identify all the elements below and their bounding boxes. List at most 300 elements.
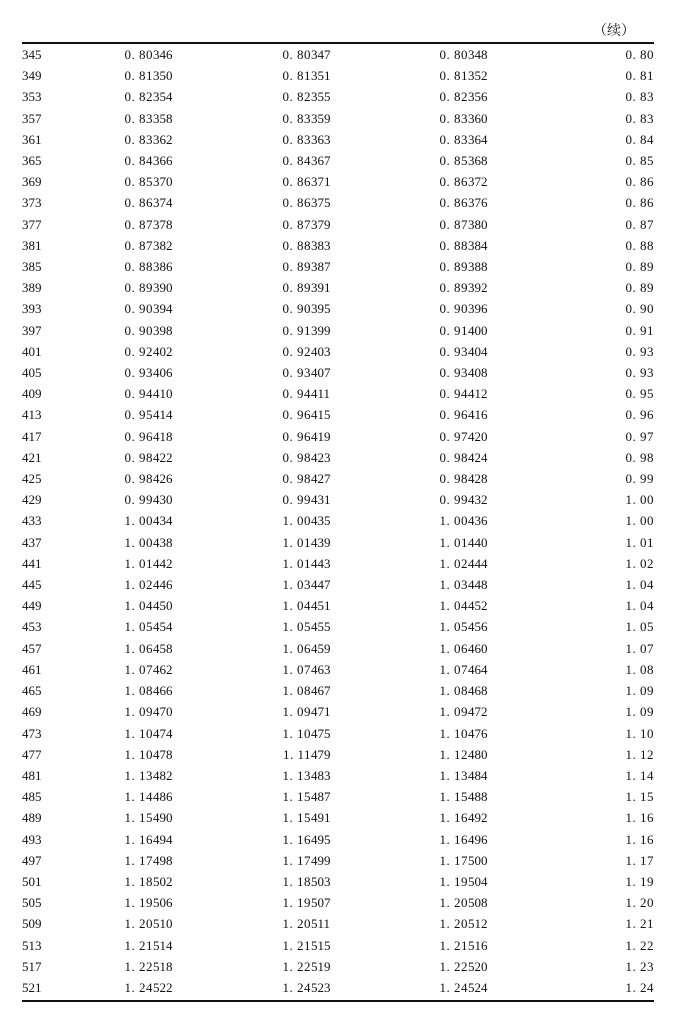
value-cell: 0. 93 (439, 343, 468, 359)
value-cell: 0. 87 (124, 237, 153, 253)
value-cell: 1. 18 (282, 873, 311, 889)
row-number-cell: 511 (311, 916, 331, 932)
row-number-cell: 361 (22, 131, 42, 147)
row-number-cell: 447 (311, 577, 331, 593)
value-cell: 1. 02 (625, 555, 654, 571)
value-cell: 1. 04 (124, 598, 153, 614)
row-number-cell: 487 (311, 789, 331, 805)
row-number-cell: 465 (22, 683, 42, 699)
value-cell: 0. 89 (625, 280, 654, 296)
row-number-cell: 469 (22, 704, 42, 720)
row-number-cell: 396 (468, 301, 488, 317)
value-cell: 1. 09 (282, 704, 311, 720)
value-cell: 1. 10 (625, 725, 654, 741)
value-cell: 1. 04 (625, 577, 654, 593)
row-number-cell: 353 (22, 89, 42, 105)
value-cell: 0. 83 (124, 110, 153, 126)
table-row (22, 108, 654, 129)
value-cell: 0. 99 (625, 471, 654, 487)
value-cell: 1. 06 (124, 640, 153, 656)
value-cell: 0. 87 (625, 216, 654, 232)
table-row (22, 129, 654, 150)
row-number-cell: 362 (153, 131, 173, 147)
value-cell: 0. 96 (625, 407, 654, 423)
value-cell: 0. 88 (124, 259, 153, 275)
value-cell: 0. 90 (439, 301, 468, 317)
row-number-cell: 451 (311, 598, 331, 614)
row-number-cell: 400 (468, 322, 488, 338)
row-number-cell: 360 (468, 110, 488, 126)
value-cell: 0. 80 (439, 47, 468, 62)
value-cell: 1. 00 (625, 513, 654, 529)
row-number-cell: 378 (153, 216, 173, 232)
value-cell: 0. 90 (124, 301, 153, 317)
row-number-cell: 385 (22, 259, 42, 275)
value-cell: 1. 08 (282, 683, 311, 699)
value-cell: 1. 18 (124, 873, 153, 889)
row-number-cell: 446 (153, 577, 173, 593)
row-number-cell: 373 (22, 195, 42, 211)
row-number-cell: 474 (153, 725, 173, 741)
row-number-cell: 494 (153, 831, 173, 847)
row-number-cell: 491 (311, 810, 331, 826)
value-cell: 0. 83 (439, 110, 468, 126)
row-number-cell: 457 (22, 640, 42, 656)
value-cell: 1. 10 (439, 725, 468, 741)
row-number-cell: 364 (468, 131, 488, 147)
value-cell: 1. 11 (282, 746, 311, 762)
table-row (22, 638, 654, 659)
row-number-cell: 428 (468, 471, 488, 487)
row-number-cell: 377 (22, 216, 42, 232)
row-number-cell: 430 (153, 492, 173, 508)
value-cell: 0. 86 (439, 174, 468, 190)
row-number-cell: 389 (22, 280, 42, 296)
value-cell: 0. 88 (439, 237, 468, 253)
row-number-cell: 518 (153, 958, 173, 974)
row-number-cell: 477 (22, 746, 42, 762)
row-number-cell: 440 (468, 534, 488, 550)
value-cell: 0. 97 (625, 428, 654, 444)
value-cell: 1. 22 (625, 937, 654, 953)
row-number-cell: 422 (153, 449, 173, 465)
row-number-cell: 435 (311, 513, 331, 529)
row-number-cell: 519 (311, 958, 331, 974)
value-cell: 0. 90 (625, 301, 654, 317)
row-number-cell: 497 (22, 852, 42, 868)
value-cell: 0. 94 (439, 386, 468, 402)
row-number-cell: 390 (153, 280, 173, 296)
value-cell: 1. 12 (439, 746, 468, 762)
value-cell: 1. 09 (124, 704, 153, 720)
row-number-cell: 503 (311, 873, 331, 889)
row-number-cell: 486 (153, 789, 173, 805)
row-number-cell: 415 (311, 407, 331, 423)
row-number-cell: 441 (22, 555, 42, 571)
row-number-cell: 520 (468, 958, 488, 974)
value-cell: 0. 93 (282, 365, 311, 381)
row-number-cell: 419 (311, 428, 331, 444)
value-cell: 1. 22 (124, 958, 153, 974)
row-number-cell: 490 (153, 810, 173, 826)
value-cell: 1. 15 (625, 789, 654, 805)
row-number-cell: 363 (311, 131, 331, 147)
value-cell: 0. 86 (124, 195, 153, 211)
row-number-cell: 506 (153, 895, 173, 911)
value-cell: 0. 83 (625, 89, 654, 105)
value-cell: 1. 04 (439, 598, 468, 614)
row-number-cell: 471 (311, 704, 331, 720)
row-number-cell: 460 (468, 640, 488, 656)
value-cell: 1. 21 (439, 937, 468, 953)
value-cell: 0. 80 (625, 47, 654, 62)
value-cell: 0. 86 (282, 195, 311, 211)
row-number-cell: 454 (153, 619, 173, 635)
value-cell: 1. 01 (124, 555, 153, 571)
value-cell: 1. 00 (439, 513, 468, 529)
value-cell: 1. 05 (439, 619, 468, 635)
row-number-cell: 489 (22, 810, 42, 826)
row-number-cell: 476 (468, 725, 488, 741)
value-cell: 1. 13 (439, 767, 468, 783)
value-cell: 1. 16 (439, 810, 468, 826)
value-cell: 0. 83 (282, 110, 311, 126)
value-cell: 1. 15 (439, 789, 468, 805)
row-number-cell: 442 (153, 555, 173, 571)
value-cell: 0. 83 (439, 131, 468, 147)
row-number-cell: 372 (468, 174, 488, 190)
value-cell: 1. 00 (124, 534, 153, 550)
table-row (22, 871, 654, 892)
value-cell: 1. 04 (282, 598, 311, 614)
row-number-cell: 357 (22, 110, 42, 126)
table-row (22, 595, 654, 616)
value-cell: 1. 00 (282, 513, 311, 529)
row-number-cell: 504 (468, 873, 488, 889)
row-number-cell: 468 (468, 683, 488, 699)
value-cell: 0. 91 (282, 322, 311, 338)
row-number-cell: 499 (311, 852, 331, 868)
row-number-cell: 498 (153, 852, 173, 868)
row-number-cell: 483 (311, 767, 331, 783)
table-row (22, 362, 654, 383)
row-number-cell: 421 (22, 449, 42, 465)
row-number-cell: 439 (311, 534, 331, 550)
row-number-cell: 437 (22, 534, 42, 550)
row-number-cell: 351 (311, 68, 331, 84)
table-row (22, 489, 654, 510)
row-number-cell: 473 (22, 725, 42, 741)
value-cell: 1. 13 (282, 767, 311, 783)
value-cell: 0. 85 (625, 153, 654, 169)
value-cell: 1. 12 (625, 746, 654, 762)
row-number-cell: 369 (22, 174, 42, 190)
table-row (22, 892, 654, 913)
row-number-cell: 480 (468, 746, 488, 762)
row-number-cell: 392 (468, 280, 488, 296)
table-row (22, 935, 654, 956)
value-cell: 0. 98 (625, 449, 654, 465)
row-number-cell: 349 (22, 68, 42, 84)
row-number-cell: 417 (22, 428, 42, 444)
value-cell: 1. 21 (124, 937, 153, 953)
value-cell: 1. 07 (282, 661, 311, 677)
table-body (22, 44, 654, 998)
table-row (22, 510, 654, 531)
row-number-cell: 495 (311, 831, 331, 847)
value-cell: 0. 98 (439, 449, 468, 465)
row-number-cell: 409 (22, 386, 42, 402)
row-number-cell: 479 (311, 746, 331, 762)
row-number-cell: 453 (22, 619, 42, 635)
value-cell: 1. 07 (625, 640, 654, 656)
table-row (22, 171, 654, 192)
row-number-cell: 356 (468, 89, 488, 105)
row-number-cell: 456 (468, 619, 488, 635)
row-number-cell: 515 (311, 937, 331, 953)
row-number-cell: 386 (153, 259, 173, 275)
value-cell: 0. 91 (439, 322, 468, 338)
value-cell: 1. 03 (282, 577, 311, 593)
table-row (22, 829, 654, 850)
row-number-cell: 502 (153, 873, 173, 889)
row-number-cell: 524 (468, 979, 488, 995)
row-number-cell: 500 (468, 852, 488, 868)
value-cell: 1. 01 (282, 534, 311, 550)
value-cell: 1. 10 (282, 725, 311, 741)
row-number-cell: 395 (311, 301, 331, 317)
value-cell: 1. 04 (625, 598, 654, 614)
value-cell: 1. 08 (124, 683, 153, 699)
table-row (22, 150, 654, 171)
value-cell: 1. 07 (124, 661, 153, 677)
value-cell: 1. 16 (124, 831, 153, 847)
row-number-cell: 455 (311, 619, 331, 635)
table-row (22, 320, 654, 341)
value-cell: 0. 94 (282, 386, 311, 402)
value-cell: 1. 09 (439, 704, 468, 720)
row-number-cell: 496 (468, 831, 488, 847)
value-cell: 0. 93 (625, 365, 654, 381)
table-row (22, 65, 654, 86)
value-cell: 0. 93 (625, 343, 654, 359)
row-number-cell: 401 (22, 343, 42, 359)
row-number-cell: 405 (22, 365, 42, 381)
value-cell: 0. 97 (439, 428, 468, 444)
value-cell: 0. 81 (124, 68, 153, 84)
value-cell: 1. 00 (625, 492, 654, 508)
value-cell: 1. 23 (625, 958, 654, 974)
value-cell: 1. 21 (282, 937, 311, 953)
row-number-cell: 436 (468, 513, 488, 529)
value-cell: 1. 24 (282, 979, 311, 995)
value-cell: 1. 22 (282, 958, 311, 974)
value-cell: 1. 20 (439, 916, 468, 932)
row-number-cell: 505 (22, 895, 42, 911)
row-number-cell: 448 (468, 577, 488, 593)
table-row (22, 680, 654, 701)
value-cell: 1. 20 (282, 916, 311, 932)
row-number-cell: 484 (468, 767, 488, 783)
row-number-cell: 507 (311, 895, 331, 911)
table-row (22, 659, 654, 680)
value-cell: 0. 90 (124, 322, 153, 338)
table-row (22, 404, 654, 425)
value-cell: 0. 89 (282, 280, 311, 296)
value-cell: 0. 94 (124, 386, 153, 402)
value-cell: 0. 86 (625, 174, 654, 190)
data-table (22, 44, 654, 998)
value-cell: 0. 98 (282, 449, 311, 465)
row-number-cell: 485 (22, 789, 42, 805)
value-cell: 1. 13 (124, 767, 153, 783)
row-number-cell: 413 (22, 407, 42, 423)
row-number-cell: 412 (468, 386, 488, 402)
value-cell: 0. 99 (282, 492, 311, 508)
row-number-cell: 393 (22, 301, 42, 317)
row-number-cell: 407 (311, 365, 331, 381)
row-number-cell: 367 (311, 153, 331, 169)
row-number-cell: 514 (153, 937, 173, 953)
value-cell: 1. 16 (282, 831, 311, 847)
value-cell: 1. 22 (439, 958, 468, 974)
value-cell: 0. 80 (124, 47, 153, 62)
value-cell: 0. 91 (625, 322, 654, 338)
value-cell: 1. 08 (625, 661, 654, 677)
value-cell: 0. 89 (124, 280, 153, 296)
value-cell: 0. 86 (625, 195, 654, 211)
row-number-cell: 402 (153, 343, 173, 359)
value-cell: 0. 84 (124, 153, 153, 169)
row-number-cell: 434 (153, 513, 173, 529)
value-cell: 1. 15 (282, 789, 311, 805)
value-cell: 0. 86 (282, 174, 311, 190)
row-number-cell: 408 (468, 365, 488, 381)
row-number-cell: 406 (153, 365, 173, 381)
row-number-cell: 461 (22, 661, 42, 677)
value-cell: 1. 09 (625, 704, 654, 720)
value-cell: 0. 80 (282, 47, 311, 62)
row-number-cell: 510 (153, 916, 173, 932)
row-number-cell: 418 (153, 428, 173, 444)
table-row (22, 298, 654, 319)
row-number-cell: 388 (468, 259, 488, 275)
value-cell: 1. 16 (625, 810, 654, 826)
row-number-cell: 492 (468, 810, 488, 826)
value-cell: 1. 05 (124, 619, 153, 635)
row-number-cell: 521 (22, 979, 42, 995)
row-number-cell: 462 (153, 661, 173, 677)
value-cell: 1. 06 (282, 640, 311, 656)
row-number-cell: 382 (153, 237, 173, 253)
row-number-cell: 355 (311, 89, 331, 105)
value-cell: 0. 99 (439, 492, 468, 508)
row-number-cell: 452 (468, 598, 488, 614)
value-cell: 0. 96 (439, 407, 468, 423)
row-number-cell: 380 (468, 216, 488, 232)
row-number-cell: 354 (153, 89, 173, 105)
value-cell: 0. 96 (282, 428, 311, 444)
row-number-cell: 394 (153, 301, 173, 317)
table-row (22, 192, 654, 213)
value-cell: 0. 88 (282, 237, 311, 253)
row-number-cell: 358 (153, 110, 173, 126)
table-row (22, 786, 654, 807)
value-cell: 1. 02 (124, 577, 153, 593)
row-number-cell: 381 (22, 237, 42, 253)
value-cell: 1. 24 (124, 979, 153, 995)
row-number-cell: 466 (153, 683, 173, 699)
table-row (22, 214, 654, 235)
value-cell: 0. 92 (124, 343, 153, 359)
value-cell: 1. 24 (625, 979, 654, 995)
value-cell: 1. 19 (439, 873, 468, 889)
row-number-cell: 424 (468, 449, 488, 465)
value-cell: 0. 95 (625, 386, 654, 402)
value-cell: 1. 14 (124, 789, 153, 805)
row-number-cell: 383 (311, 237, 331, 253)
value-cell: 1. 24 (439, 979, 468, 995)
row-number-cell: 478 (153, 746, 173, 762)
row-number-cell: 347 (311, 47, 331, 62)
table-row (22, 744, 654, 765)
row-number-cell: 375 (311, 195, 331, 211)
value-cell: 0. 85 (439, 153, 468, 169)
value-cell: 1. 16 (439, 831, 468, 847)
row-number-cell: 472 (468, 704, 488, 720)
row-number-cell: 345 (22, 47, 42, 62)
value-cell: 0. 83 (124, 131, 153, 147)
table-row (22, 977, 654, 998)
row-number-cell: 470 (153, 704, 173, 720)
table-row (22, 956, 654, 977)
value-cell: 0. 98 (282, 471, 311, 487)
row-number-cell: 420 (468, 428, 488, 444)
row-number-cell: 410 (153, 386, 173, 402)
value-cell: 0. 96 (124, 428, 153, 444)
value-cell: 1. 17 (124, 852, 153, 868)
value-cell: 1. 16 (625, 831, 654, 847)
table-bottom-rule (22, 1000, 654, 1002)
value-cell: 0. 98 (124, 449, 153, 465)
value-cell: 1. 02 (439, 555, 468, 571)
row-number-cell: 433 (22, 513, 42, 529)
row-number-cell: 488 (468, 789, 488, 805)
row-number-cell: 426 (153, 471, 173, 487)
table-row (22, 447, 654, 468)
value-cell: 1. 19 (282, 895, 311, 911)
row-number-cell: 425 (22, 471, 42, 487)
table-row (22, 765, 654, 786)
value-cell: 0. 83 (625, 110, 654, 126)
value-cell: 1. 03 (439, 577, 468, 593)
row-number-cell: 509 (22, 916, 42, 932)
value-cell: 1. 15 (124, 810, 153, 826)
row-number-cell: 482 (153, 767, 173, 783)
value-cell: 1. 05 (625, 619, 654, 635)
row-number-cell: 523 (311, 979, 331, 995)
value-cell: 0. 89 (439, 280, 468, 296)
row-number-cell: 427 (311, 471, 331, 487)
row-number-cell: 501 (22, 873, 42, 889)
row-number-cell: 481 (22, 767, 42, 783)
value-cell: 1. 17 (625, 852, 654, 868)
row-number-cell: 463 (311, 661, 331, 677)
value-cell: 0. 87 (282, 216, 311, 232)
value-cell: 0. 86 (439, 195, 468, 211)
value-cell: 0. 81 (282, 68, 311, 84)
table-row (22, 468, 654, 489)
